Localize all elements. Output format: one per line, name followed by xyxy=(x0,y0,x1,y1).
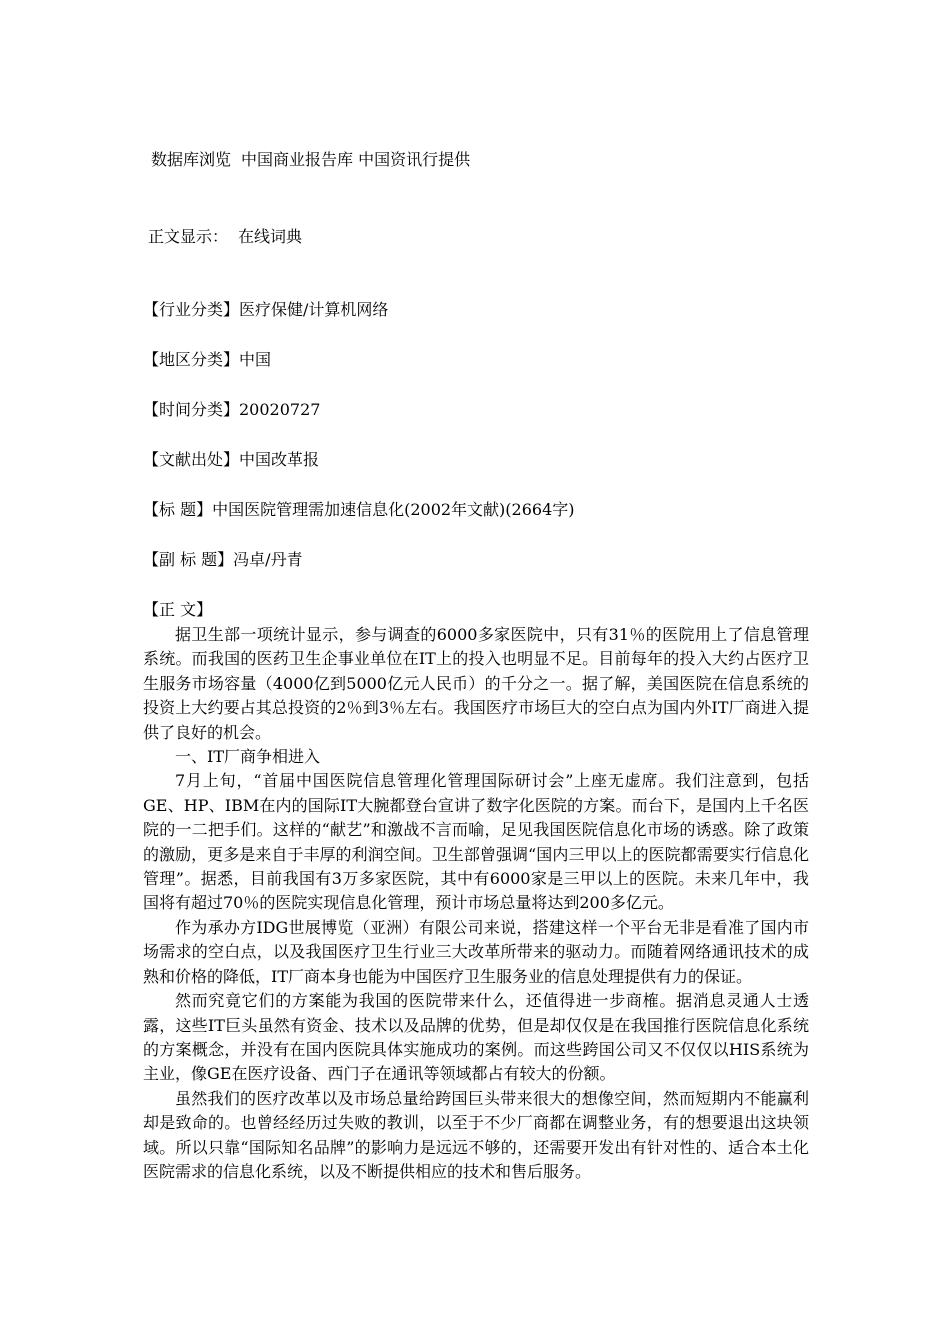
online-dictionary-link[interactable]: 在线词典 xyxy=(238,227,303,246)
section-heading: 一、IT厂商争相进入 xyxy=(175,747,320,767)
article-paragraph: 7月上旬，“首届中国医院信息管理化管理国际研讨会”上座无虚席。我们注意到，包括GE、HP、IBM在内的国际IT大腕都登台宣讲了数字化医院的方案。而台下，是国内上千名医院的一二把手们。这样的“献艺”和激战不言而喻，足见我国医院信息化市场的诱惑。除了政策的激励，更多是来自于丰厚的利润空间。卫生部曾强调“国内三甲以上的医院都需要实行信息化管理”。据悉，目前我国有3万多家医院，其中有6000家是三甲以上的医院。未来几年中，我国将有超过70％的医院实现信息化管理，预计市场总量将达到200多亿元。 xyxy=(143,771,809,913)
meta-date: 【时间分类】20020727 xyxy=(143,400,321,419)
article-body xyxy=(143,623,809,1184)
meta-region: 【地区分类】中国 xyxy=(143,350,272,369)
article-paragraph: 虽然我们的医疗改革以及市场总量给跨国巨头带来很大的想像空间，然而短期内不能赢利却是致命的。也曾经经历过失败的教训，以至于不少厂商都在调整业务，有的想要退出这块领域。所以只靠“国际知名品牌”的影响力是远远不够的，还需要开发出有针对性的、适合本土化医院需求的信息化系统，以及不断提供相应的技术和售后服务。 xyxy=(143,1088,809,1181)
meta-source: 【文献出处】中国改革报 xyxy=(143,450,320,469)
meta-industry: 【行业分类】医疗保健/计算机网络 xyxy=(143,300,389,319)
database-header xyxy=(151,149,470,171)
meta-title: 【标 题】中国医院管理需加速信息化(2002年文献)(2664字) xyxy=(143,500,575,519)
database-browse-label: 数据库浏览 xyxy=(151,150,232,169)
article-paragraph: 作为承办方IDG世展博览（亚洲）有限公司来说，搭建这样一个平台无非是看准了国内市场需求的空白点，以及我国医疗卫生行业三大改革所带来的驱动力。而随着网络通讯技术的成熟和价格的降低，IT厂商本身也能为中国医疗卫生服务业的信息处理提供有力的保证。 xyxy=(143,917,809,986)
meta-subtitle: 【副 标 题】冯卓/丹青 xyxy=(143,550,303,569)
article-paragraph: 据卫生部一项统计显示，参与调查的6000多家医院中，只有31％的医院用上了信息管理系统。而我国的医药卫生企事业单位在IT上的投入也明显不足。目前每年的投入大约占医疗卫生服务市场容量（4000亿到5000亿元人民币）的千分之一。据了解，美国医院在信息系统的投资上大约要占其总投资的2％到3％左右。我国医疗市场巨大的空白点为国内外IT厂商进入提供了良好的机会。 xyxy=(143,625,809,742)
text-display-row xyxy=(148,226,302,248)
body-label: 【正 文】 xyxy=(143,600,213,619)
database-name: 中国商业报告库 中国资讯行提供 xyxy=(241,150,471,169)
text-display-label: 正文显示： xyxy=(148,227,229,246)
article-paragraph: 然而究竟它们的方案能为我国的医院带来什么，还值得进一步商榷。据消息灵通人士透露，这些IT巨头虽然有资金、技术以及品牌的优势，但是却仅仅是在我国推行医院信息化系统的方案概念，并没有在国内医院具体实施成功的案例。而这些跨国公司又不仅仅以HIS系统为主业，像GE在医疗设备、西门子在通讯等领域都占有较大的份额。 xyxy=(143,991,809,1084)
